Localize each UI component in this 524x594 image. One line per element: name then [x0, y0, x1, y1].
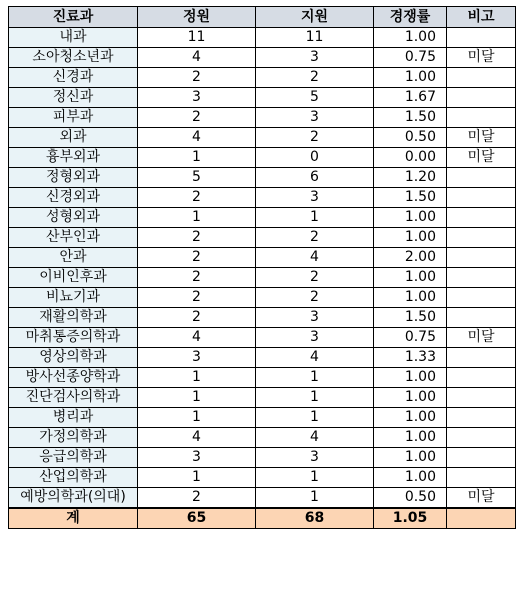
ratio-cell: 1.20: [374, 168, 447, 188]
applicants-cell: 3: [256, 448, 374, 468]
table-row: [9, 328, 516, 348]
note-cell: 미달: [447, 328, 516, 348]
header-note: 비고: [447, 7, 516, 28]
ratio-cell: 1.50: [374, 108, 447, 128]
note-cell: [447, 428, 516, 448]
ratio-cell: 1.00: [374, 408, 447, 428]
quota-cell: 4: [138, 48, 256, 68]
quota-cell: 4: [138, 428, 256, 448]
header-quota: 정원: [138, 7, 256, 28]
dept-cell: 응급의학과: [9, 448, 138, 468]
dept-cell: 신경외과: [9, 188, 138, 208]
applicants-cell: 2: [256, 68, 374, 88]
dept-cell: 신경과: [9, 68, 138, 88]
ratio-cell: 1.33: [374, 348, 447, 368]
applicants-cell: 1: [256, 468, 374, 488]
dept-cell: 진단검사의학과: [9, 388, 138, 408]
note-cell: [447, 88, 516, 108]
total-ratio: 1.05: [374, 508, 447, 529]
note-cell: [447, 348, 516, 368]
dept-cell: 가정의학과: [9, 428, 138, 448]
quota-cell: 5: [138, 168, 256, 188]
dept-cell: 안과: [9, 248, 138, 268]
dept-cell: 재활의학과: [9, 308, 138, 328]
table-row: [9, 148, 516, 168]
ratio-cell: 1.00: [374, 288, 447, 308]
quota-cell: 1: [138, 368, 256, 388]
applicants-cell: 3: [256, 48, 374, 68]
applicants-cell: 1: [256, 208, 374, 228]
dept-cell: 이비인후과: [9, 268, 138, 288]
table-row: [9, 348, 516, 368]
total-applicants: 68: [256, 508, 374, 529]
applicants-cell: 1: [256, 388, 374, 408]
note-cell: [447, 368, 516, 388]
quota-cell: 2: [138, 108, 256, 128]
quota-cell: 1: [138, 408, 256, 428]
residency-competition-table: [8, 6, 516, 529]
ratio-cell: 1.67: [374, 88, 447, 108]
applicants-cell: 3: [256, 308, 374, 328]
table-row: [9, 408, 516, 428]
note-cell: [447, 408, 516, 428]
table-row: [9, 388, 516, 408]
ratio-cell: 0.50: [374, 128, 447, 148]
table-row: [9, 128, 516, 148]
note-cell: 미달: [447, 48, 516, 68]
applicants-cell: 0: [256, 148, 374, 168]
dept-cell: 피부과: [9, 108, 138, 128]
applicants-cell: 3: [256, 108, 374, 128]
table-row: [9, 488, 516, 509]
applicants-cell: 3: [256, 188, 374, 208]
note-cell: [447, 168, 516, 188]
table-row: [9, 228, 516, 248]
table-row: [9, 28, 516, 48]
header-dept: 진료과: [9, 7, 138, 28]
dept-cell: 내과: [9, 28, 138, 48]
table-row: [9, 308, 516, 328]
note-cell: [447, 28, 516, 48]
header-row: [9, 7, 516, 28]
applicants-cell: 3: [256, 328, 374, 348]
note-cell: [447, 268, 516, 288]
applicants-cell: 6: [256, 168, 374, 188]
table-row: [9, 48, 516, 68]
table-row: [9, 468, 516, 488]
ratio-cell: 0.75: [374, 48, 447, 68]
applicants-cell: 4: [256, 248, 374, 268]
ratio-cell: 1.50: [374, 308, 447, 328]
dept-cell: 산업의학과: [9, 468, 138, 488]
applicants-cell: 4: [256, 348, 374, 368]
dept-cell: 병리과: [9, 408, 138, 428]
table-row: [9, 168, 516, 188]
ratio-cell: 1.00: [374, 388, 447, 408]
quota-cell: 1: [138, 388, 256, 408]
ratio-cell: 1.00: [374, 208, 447, 228]
quota-cell: 2: [138, 68, 256, 88]
quota-cell: 2: [138, 268, 256, 288]
dept-cell: 산부인과: [9, 228, 138, 248]
ratio-cell: 1.00: [374, 368, 447, 388]
quota-cell: 11: [138, 28, 256, 48]
ratio-cell: 1.00: [374, 68, 447, 88]
table-row: [9, 288, 516, 308]
table-row: [9, 68, 516, 88]
header-ratio: 경쟁률: [374, 7, 447, 28]
table-row: [9, 108, 516, 128]
note-cell: [447, 388, 516, 408]
note-cell: [447, 248, 516, 268]
applicants-cell: 11: [256, 28, 374, 48]
total-note: [447, 508, 516, 529]
ratio-cell: 1.00: [374, 448, 447, 468]
ratio-cell: 2.00: [374, 248, 447, 268]
dept-cell: 성형외과: [9, 208, 138, 228]
note-cell: [447, 308, 516, 328]
applicants-cell: 2: [256, 128, 374, 148]
note-cell: [447, 468, 516, 488]
table-row: [9, 208, 516, 228]
dept-cell: 소아청소년과: [9, 48, 138, 68]
table-row: [9, 188, 516, 208]
quota-cell: 3: [138, 448, 256, 468]
dept-cell: 정신과: [9, 88, 138, 108]
ratio-cell: 1.50: [374, 188, 447, 208]
table-row: [9, 428, 516, 448]
quota-cell: 4: [138, 328, 256, 348]
applicants-cell: 5: [256, 88, 374, 108]
note-cell: [447, 208, 516, 228]
total-quota: 65: [138, 508, 256, 529]
note-cell: [447, 188, 516, 208]
applicants-cell: 1: [256, 488, 374, 509]
note-cell: 미달: [447, 148, 516, 168]
table-row: [9, 448, 516, 468]
note-cell: [447, 288, 516, 308]
quota-cell: 2: [138, 308, 256, 328]
ratio-cell: 0.75: [374, 328, 447, 348]
note-cell: 미달: [447, 128, 516, 148]
note-cell: [447, 108, 516, 128]
ratio-cell: 0.50: [374, 488, 447, 509]
dept-cell: 영상의학과: [9, 348, 138, 368]
quota-cell: 3: [138, 348, 256, 368]
quota-cell: 2: [138, 248, 256, 268]
dept-cell: 외과: [9, 128, 138, 148]
applicants-cell: 1: [256, 408, 374, 428]
quota-cell: 1: [138, 468, 256, 488]
quota-cell: 3: [138, 88, 256, 108]
dept-cell: 흉부외과: [9, 148, 138, 168]
note-cell: 미달: [447, 488, 516, 509]
applicants-cell: 1: [256, 368, 374, 388]
dept-cell: 방사선종양학과: [9, 368, 138, 388]
note-cell: [447, 228, 516, 248]
dept-cell: 정형외과: [9, 168, 138, 188]
table-row: [9, 268, 516, 288]
ratio-cell: 1.00: [374, 428, 447, 448]
applicants-cell: 2: [256, 268, 374, 288]
ratio-cell: 1.00: [374, 468, 447, 488]
dept-cell: 예방의학과(의대): [9, 488, 138, 509]
quota-cell: 2: [138, 288, 256, 308]
quota-cell: 2: [138, 188, 256, 208]
note-cell: [447, 68, 516, 88]
ratio-cell: 1.00: [374, 228, 447, 248]
quota-cell: 1: [138, 208, 256, 228]
dept-cell: 마취통증의학과: [9, 328, 138, 348]
quota-cell: 4: [138, 128, 256, 148]
applicants-cell: 2: [256, 228, 374, 248]
applicants-cell: 4: [256, 428, 374, 448]
total-label: 계: [9, 508, 138, 529]
table-row: [9, 88, 516, 108]
table-row: [9, 368, 516, 388]
header-applicants: 지원: [256, 7, 374, 28]
quota-cell: 2: [138, 228, 256, 248]
ratio-cell: 1.00: [374, 268, 447, 288]
note-cell: [447, 448, 516, 468]
table-row: [9, 248, 516, 268]
applicants-cell: 2: [256, 288, 374, 308]
ratio-cell: 1.00: [374, 28, 447, 48]
total-row: [9, 508, 516, 529]
quota-cell: 1: [138, 148, 256, 168]
dept-cell: 비뇨기과: [9, 288, 138, 308]
quota-cell: 2: [138, 488, 256, 509]
ratio-cell: 0.00: [374, 148, 447, 168]
